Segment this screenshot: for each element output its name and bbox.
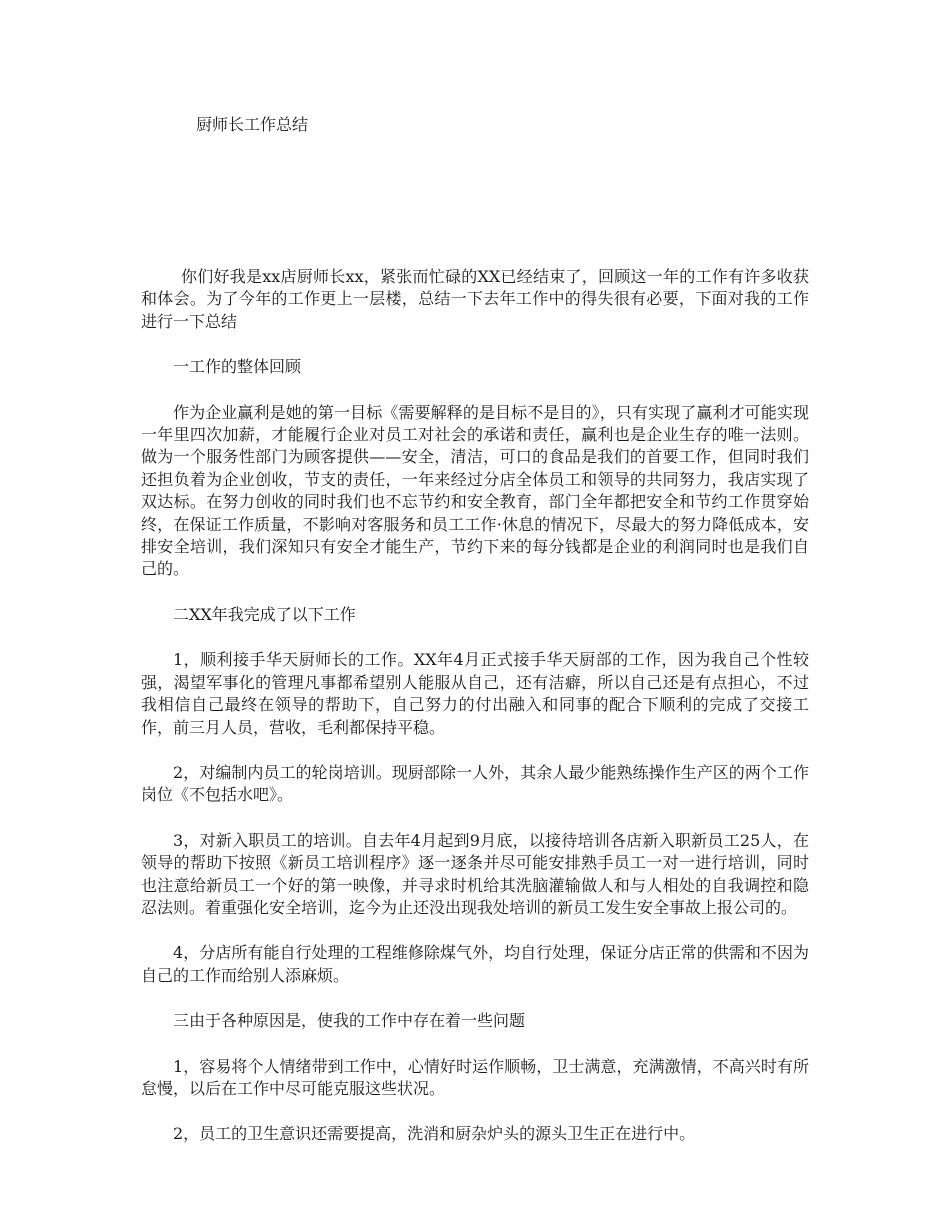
document-body [141,266,809,1169]
completed-work-item: 4，分店所有能自行处理的工程维修除煤气外，均自行处理，保证分店正常的供需和不因为自己的工作而给别人添麻烦。 [141,943,809,985]
section-heading-problems: 三由于各种原因是，使我的工作中存在着一些问题 [173,1011,526,1031]
problem-item: 2，员工的卫生意识还需要提高，洗消和厨杂炉头的源头卫生正在进行中。 [173,1124,696,1144]
section-heading-completed-work: 二XX年我完成了以下工作 [173,604,356,624]
completed-work-item: 1，顺利接手华天厨师长的工作。XX年4月正式接手华天厨部的工作，因为我自己个性较强，渴望军事化的管理凡事都希望别人能服从自己，还有洁癖，所以自己还是有点担心，不过我相信自己最终在领导的帮助下，自己努力的付出融入和同事的配合下顺利的完成了交接工作，前三月人员，营收，毛利都保持平稳。 [141,650,809,737]
section-heading-overview: 一工作的整体回顾 [173,357,302,377]
problem-item: 1，容易将个人情绪带到工作中，心情好时运作顺畅，卫士满意，充满激情，不高兴时有所怠慢，以后在工作中尽可能克服这些状况。 [141,1056,809,1098]
section-overview-paragraph: 作为企业赢利是她的第一目标《需要解释的是目标不是目的》，只有实现了赢利才可能实现一年里四次加薪，才能履行企业对员工对社会的承诺和责任，赢利也是企业生存的唯一法则。做为一个服务性部门为顾客提供——安全，清洁，可口的食品是我们的首要工作，但同时我们还担负着为企业创收，节支的责任，一年来经过分店全体员工和领导的共同努力，我店实现了双达标。在努力创收的同时我们也不忘节约和安全教育，部门全年都把安全和节约工作贯穿始终，在保证工作质量，不影响对客服务和员工工作·休息的情况下，尽最大的努力降低成本，安排安全培训，我们深知只有安全才能生产，节约下来的每分钱都是企业的利润同时也是我们自己的。 [141,402,809,579]
intro-paragraph: 你们好我是xx店厨师长xx，紧张而忙碌的XX已经结束了，回顾这一年的工作有许多收获和体会。为了今年的工作更上一层楼，总结一下去年工作中的得失很有必要，下面对我的工作进行一下总结 [141,267,809,331]
completed-work-item: 3，对新入职员工的培训。自去年4月起到9月底，以接待培训各店新入职新员工25人，在领导的帮助下按照《新员工培训程序》逐一逐条并尽可能安排熟手员工一对一进行培训，同时也注意给新员工一个好的第一映像，并寻求时机给其洗脑灌输做人和与人相处的自我调控和隐忍法则。着重强化安全培训，迄今为止还没出现我处培训的新员工发生安全事故上报公司的。 [141,830,809,917]
document-title: 厨师长工作总结 [196,115,309,134]
completed-work-item: 2，对编制内员工的轮岗培训。现厨部除一人外，其余人最少能熟练操作生产区的两个工作岗位《不包括水吧》。 [141,762,809,805]
